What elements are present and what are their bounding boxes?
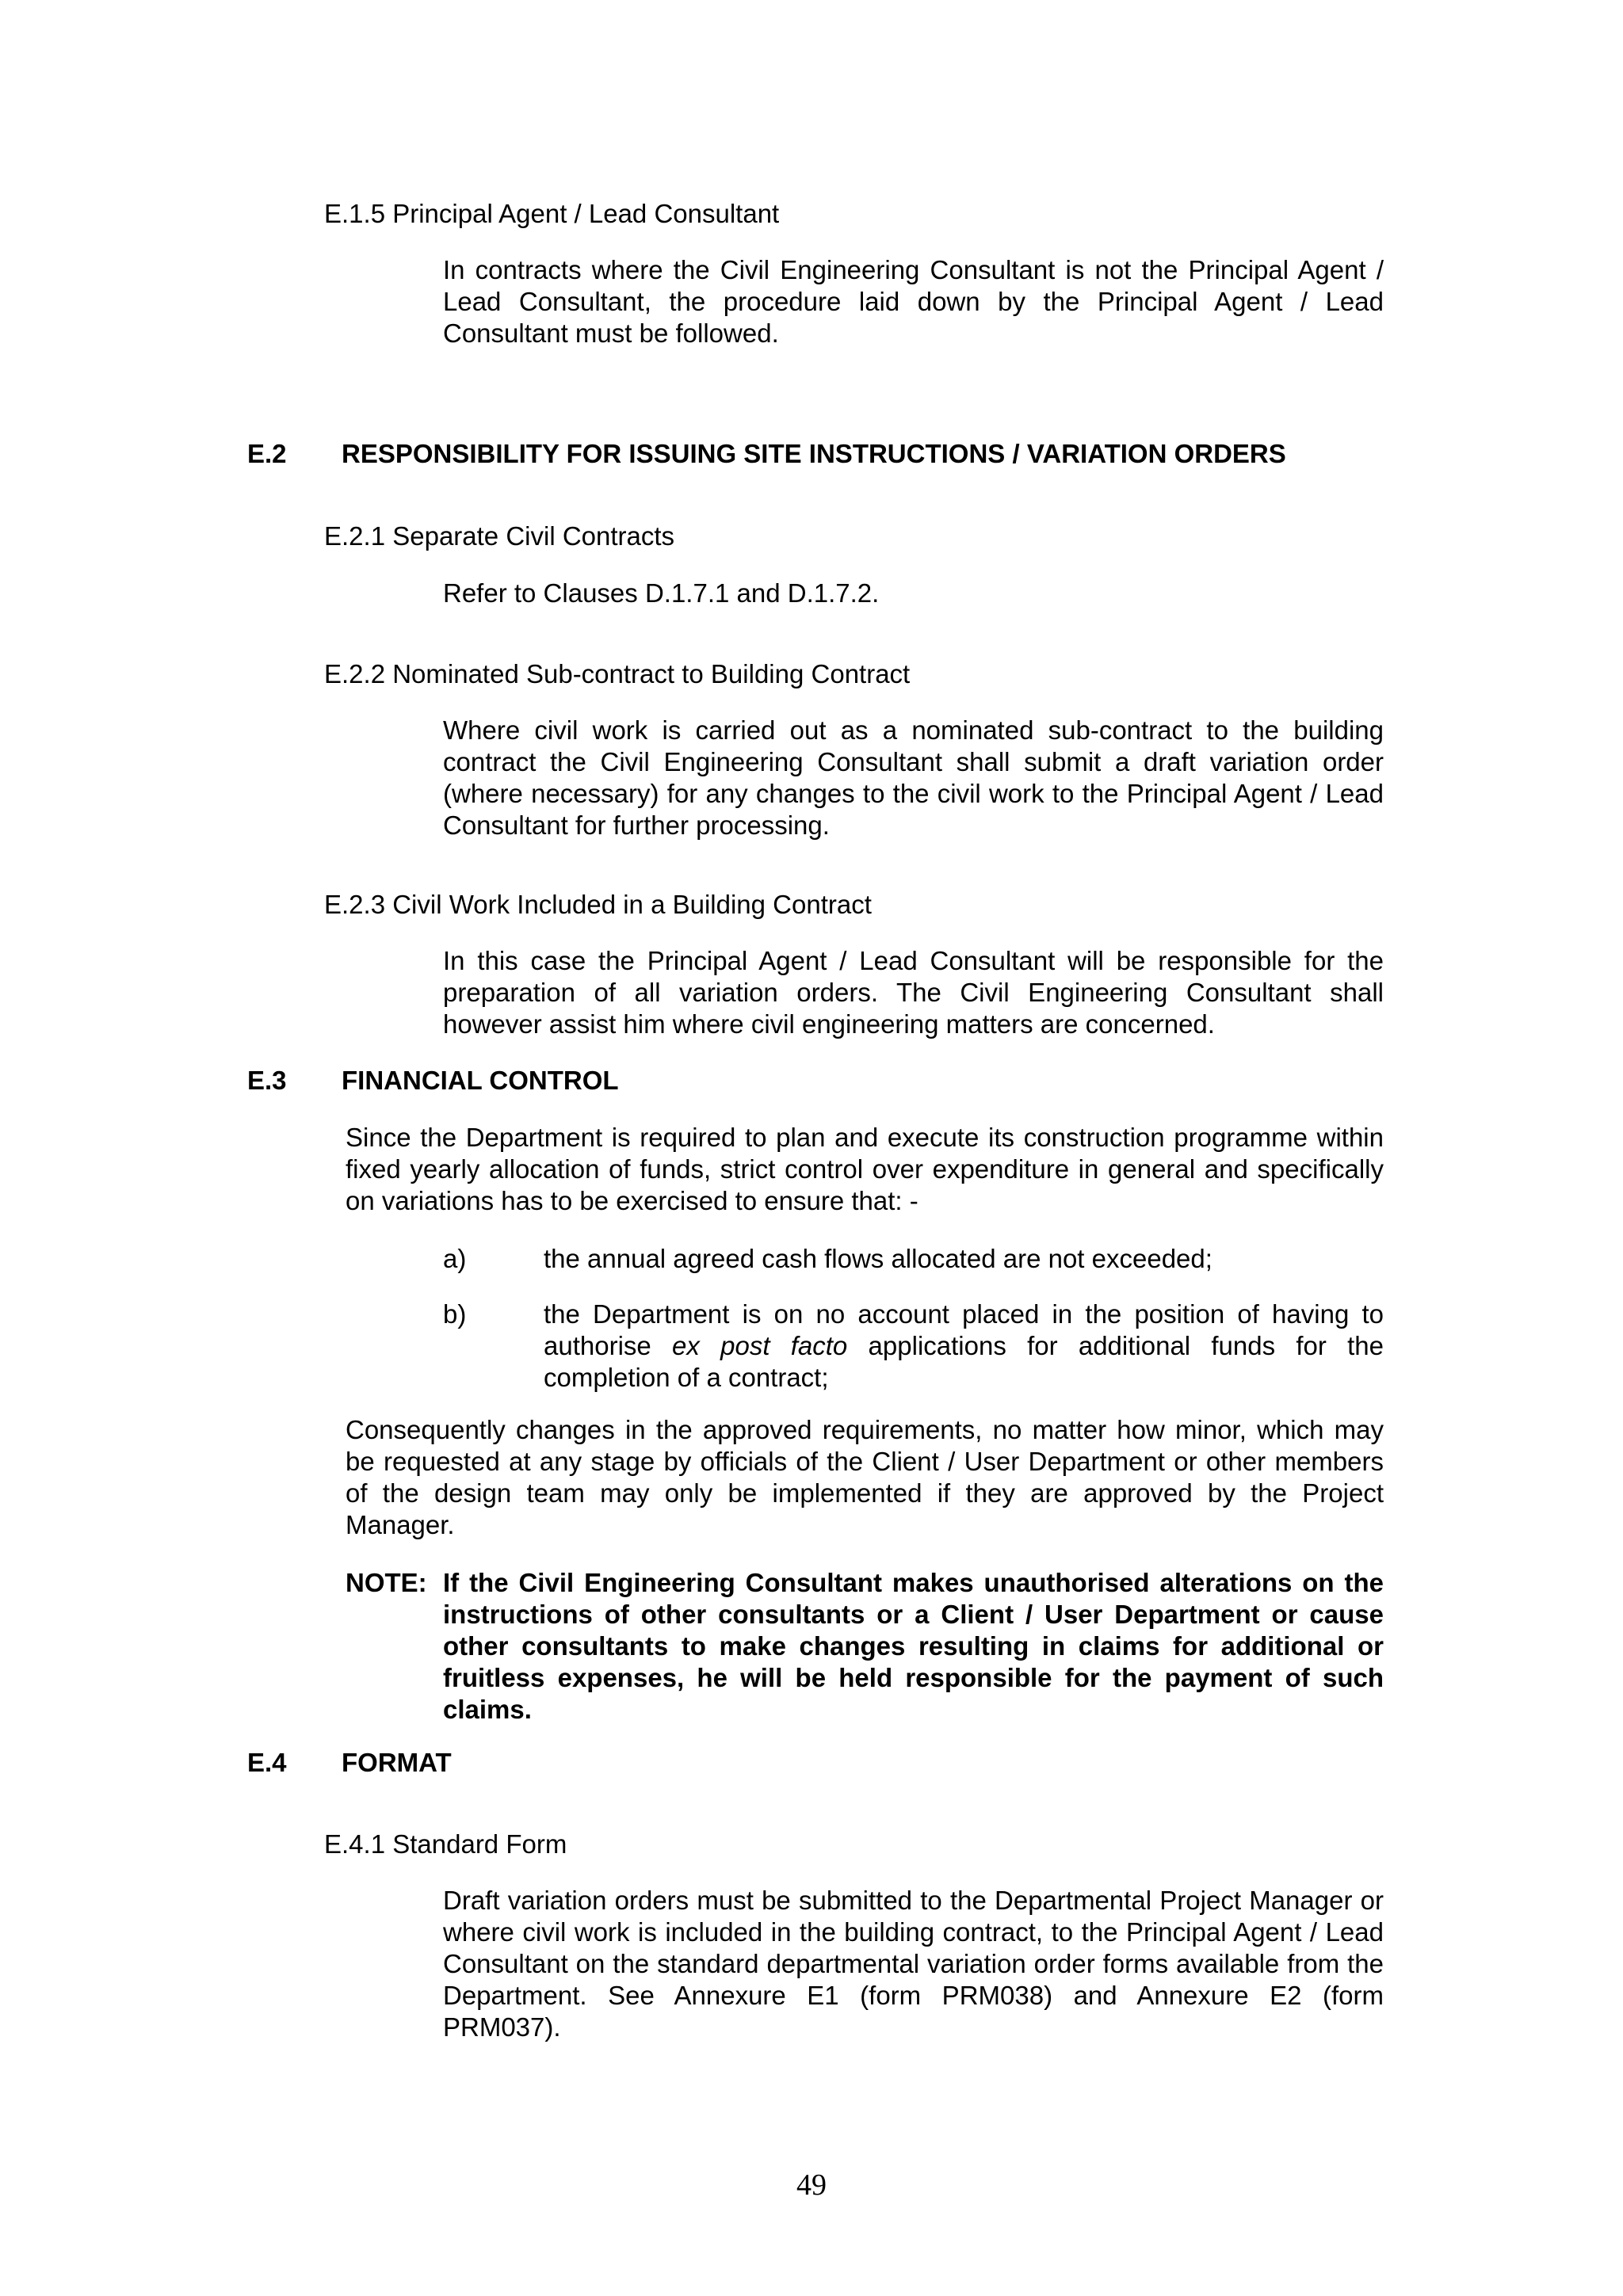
- section-number-e-2: E.2: [247, 439, 287, 468]
- paragraph-consequently: Consequently changes in the approved requirements, no matter how minor, which may be requested at any stage by officials of the Client / User Department or other members of the design team may only be implemented if they are approved by the Project Manager.: [346, 1415, 1384, 1539]
- latin-phrase: ex post facto: [672, 1331, 848, 1360]
- list-item-a: the annual agreed cash flows allocated are not exceeded;: [544, 1244, 1212, 1273]
- list-item-label: b): [443, 1299, 467, 1329]
- list-item-b: [544, 1299, 1384, 1394]
- list-item-b-text-start: the Department is on no account placed in the position of having to authorise: [544, 1299, 1384, 1360]
- section-number-e-3: E.3: [247, 1066, 287, 1095]
- subheading-e-1-5: E.1.5 Principal Agent / Lead Consultant: [324, 199, 780, 228]
- paragraph-e-2-2: Where civil work is carried out as a nominated sub-contract to the building contract the Civil Engineering Consultant shall submit a draft variation order (where necessary) for any changes to the civil work to the Principal Agent / Lead Consultant for further processing.: [443, 715, 1384, 840]
- list-item-b-text-end: applications for additional funds for the completion of a contract;: [544, 1331, 1384, 1392]
- subheading-e-2-2: E.2.2 Nominated Sub-contract to Building Contract: [324, 659, 911, 688]
- paragraph-e-3-intro: Since the Department is required to plan and execute its construction programme within fixed yearly allocation of funds, strict control over expenditure in general and specifically on variations has to be exercised to ensure that: -: [346, 1123, 1384, 1215]
- paragraph-e-2-1: Refer to Clauses D.1.7.1 and D.1.7.2.: [443, 578, 880, 608]
- section-title-e-2: RESPONSIBILITY FOR ISSUING SITE INSTRUCTIONS / VARIATION ORDERS: [342, 439, 1286, 468]
- page-number: 49: [796, 2168, 827, 2202]
- paragraph-e-2-3: In this case the Principal Agent / Lead Consultant will be responsible for the preparation of all variation orders. The Civil Engineering Consultant shall however assist him where civil engineering matters are concerned.: [443, 946, 1384, 1039]
- list-item-label: a): [443, 1244, 467, 1273]
- paragraph-e-1-5: In contracts where the Civil Engineering Consultant is not the Principal Agent / Lead Consultant, the procedure laid down by the Principal Agent / Lead Consultant must be followed.: [443, 255, 1384, 348]
- subheading-e-2-3: E.2.3 Civil Work Included in a Building Contract: [324, 890, 872, 919]
- subheading-e-2-1: E.2.1 Separate Civil Contracts: [324, 521, 675, 551]
- paragraph-e-4-1: Draft variation orders must be submitted to the Departmental Project Manager or where civil work is included in the building contract, to the Principal Agent / Lead Consultant on the standard departmental variation order forms available from the Department. See Annexure E1 (form PRM038) and Annexure E2 (form PRM037).: [443, 1886, 1384, 2042]
- note-text: If the Civil Engineering Consultant makes unauthorised alterations on the instructions of other consultants or a Client / User Department or cause other consultants to make changes resulting in claims for additional or fruitless expenses, he will be held responsible for the payment of such claims.: [443, 1568, 1384, 1724]
- subheading-e-4-1: E.4.1 Standard Form: [324, 1829, 567, 1859]
- section-title-e-3: FINANCIAL CONTROL: [342, 1066, 619, 1095]
- section-title-e-4: FORMAT: [342, 1748, 452, 1777]
- section-number-e-4: E.4: [247, 1748, 287, 1777]
- note-label: NOTE:: [346, 1568, 427, 1597]
